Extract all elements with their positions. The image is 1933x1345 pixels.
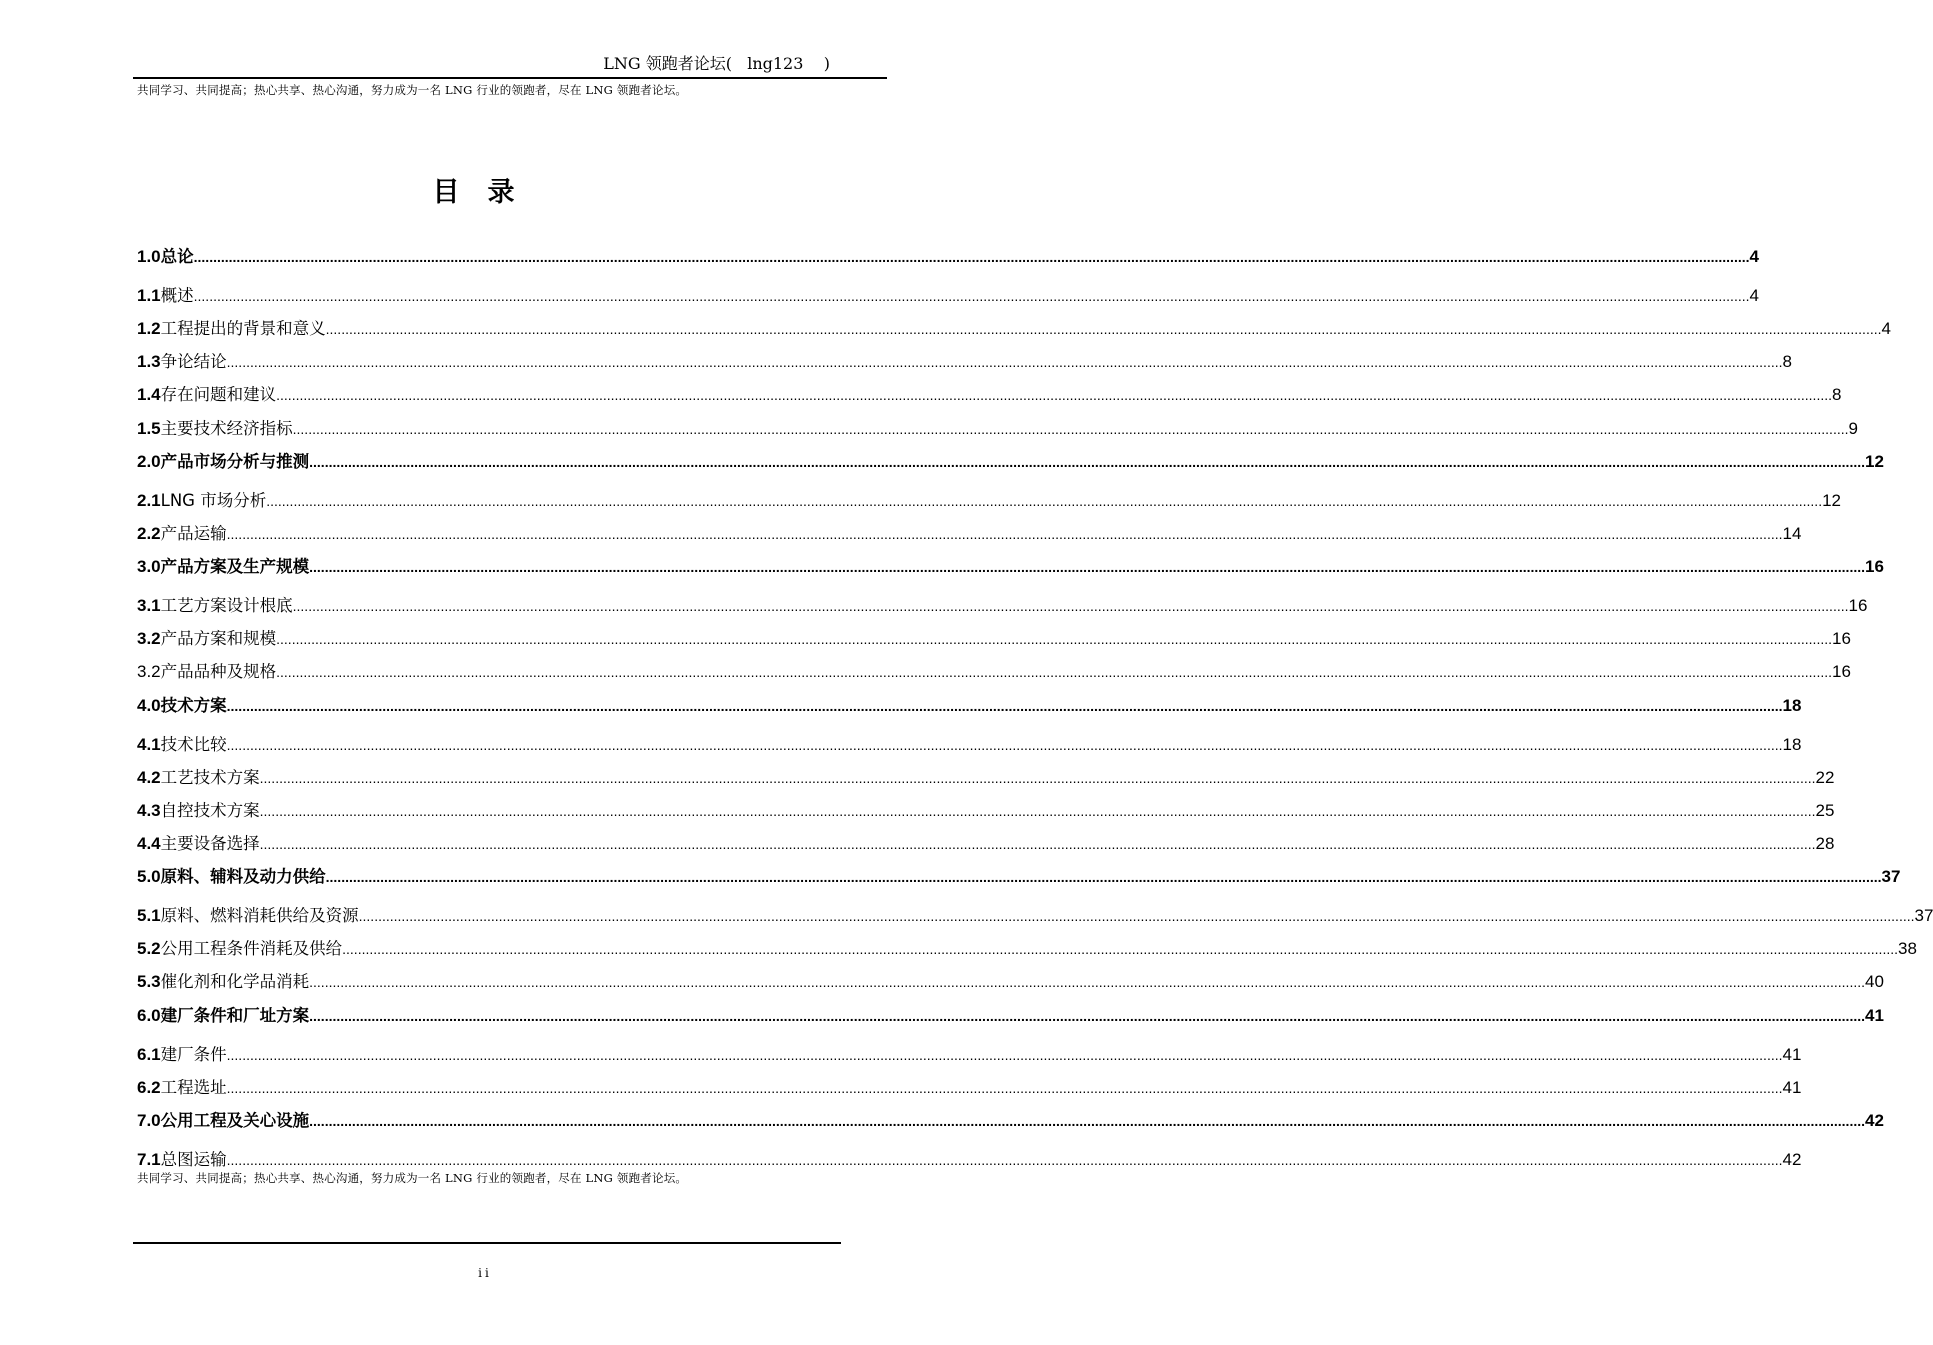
toc-entry-title: 产品市场分析与推测 (160, 452, 310, 471)
toc-entry-number: 6.0 (137, 1006, 161, 1025)
toc-entry-page: 41 (1865, 1006, 1884, 1025)
toc-entry-page: 18 (1782, 735, 1802, 754)
toc-entry-number: 1.0 (137, 247, 161, 266)
toc-entry[interactable] (137, 415, 1858, 438)
toc-entry-page: 4 (1881, 319, 1891, 338)
toc-entry-title: LNG 市场分析 (160, 491, 267, 510)
toc-entry-title: 公用工程及关心设施 (160, 1111, 310, 1130)
toc-entry-number: 4.0 (137, 696, 161, 715)
toc-dot-leader: ................................................................................................................................................................................................................................................................................................................................................................................................................ (193, 288, 1750, 304)
toc-entry-number: 2.0 (137, 452, 161, 471)
toc-entry[interactable] (137, 1002, 1884, 1025)
toc-dot-leader: ................................................................................................................................................................................................................................................................................................................................................................................................................ (259, 803, 1816, 819)
toc-entry-number: 3.0 (137, 557, 161, 576)
toc-entry-page: 37 (1914, 906, 1933, 925)
toc-entry-number: 3.2 (137, 629, 161, 648)
toc-dot-leader: ................................................................................................................................................................................................................................................................................................................................................................................................................ (309, 1008, 1865, 1024)
toc-entry-title: 争论结论 (160, 352, 227, 371)
toc-dot-leader: ................................................................................................................................................................................................................................................................................................................................................................................................................ (309, 1113, 1865, 1129)
toc-entry-title: 技术方案 (160, 696, 227, 715)
toc-entry-number: 4.2 (137, 768, 161, 787)
toc-entry-page: 18 (1782, 696, 1802, 715)
toc-entry-title: 自控技术方案 (160, 801, 260, 820)
toc-entry-page: 12 (1865, 452, 1884, 471)
toc-entry-page: 9 (1848, 419, 1858, 438)
toc-entry-number: 1.4 (137, 385, 161, 404)
toc-entry-page: 8 (1782, 352, 1792, 371)
toc-entry[interactable] (137, 282, 1759, 305)
toc-entry-number: 5.0 (137, 867, 161, 886)
toc-entry-title: 技术比较 (160, 735, 227, 754)
toc-entry-title: 主要设备选择 (160, 834, 260, 853)
toc-entry-number: 5.3 (137, 972, 161, 991)
toc-entry[interactable] (137, 935, 1917, 958)
toc-entry[interactable] (137, 658, 1851, 681)
toc-entry-number: 5.2 (137, 939, 161, 958)
toc-entry[interactable] (137, 448, 1884, 471)
toc-entry[interactable] (137, 243, 1759, 266)
toc-dot-leader: ................................................................................................................................................................................................................................................................................................................................................................................................................ (266, 493, 1823, 509)
toc-entry[interactable] (137, 348, 1792, 371)
toc-entry-number: 4.1 (137, 735, 161, 754)
toc-entry-number: 3.1 (137, 596, 161, 615)
toc-entry[interactable] (137, 487, 1841, 510)
toc-entry-title: 原料、燃料消耗供给及资源 (160, 906, 359, 925)
toc-dot-leader: ................................................................................................................................................................................................................................................................................................................................................................................................................ (226, 1080, 1783, 1096)
toc-entry-page: 16 (1848, 596, 1868, 615)
page-number: ii (478, 1266, 492, 1280)
toc-dot-leader: ................................................................................................................................................................................................................................................................................................................................................................................................................ (276, 387, 1832, 403)
toc-entry-title: 产品方案及生产规模 (160, 557, 310, 576)
toc-entry-page: 12 (1822, 491, 1841, 510)
toc-entry-title: 主要技术经济指标 (160, 419, 293, 438)
toc-entry-number: 5.1 (137, 906, 161, 925)
toc-entry-title: 产品品种及规格 (160, 662, 277, 681)
toc-entry-page: 42 (1865, 1111, 1884, 1130)
toc-dot-leader: ................................................................................................................................................................................................................................................................................................................................................................................................................ (226, 737, 1783, 753)
toc-entry[interactable] (137, 1146, 1802, 1169)
toc-entry-title: 总论 (160, 247, 194, 266)
toc-dot-leader: ................................................................................................................................................................................................................................................................................................................................................................................................................ (309, 559, 1865, 575)
toc-dot-leader: ................................................................................................................................................................................................................................................................................................................................................................................................................ (309, 454, 1865, 470)
toc-entry[interactable] (137, 764, 1835, 787)
toc-dot-leader: ................................................................................................................................................................................................................................................................................................................................................................................................................ (292, 598, 1849, 614)
toc-entry-title: 原料、辅料及动力供给 (160, 867, 326, 886)
toc-entry-number: 4.3 (137, 801, 161, 820)
toc-entry-page: 16 (1865, 557, 1884, 576)
toc-entry-page: 25 (1815, 801, 1835, 820)
toc-entry-number: 3.2 (137, 662, 161, 681)
toc-entry-page: 4 (1749, 247, 1759, 266)
toc-entry-page: 42 (1782, 1150, 1802, 1169)
toc-entry[interactable] (137, 381, 1842, 404)
toc-entry[interactable] (137, 1041, 1802, 1064)
toc-dot-leader: ................................................................................................................................................................................................................................................................................................................................................................................................................ (276, 631, 1832, 647)
toc-dot-leader: ................................................................................................................................................................................................................................................................................................................................................................................................................ (226, 1152, 1783, 1168)
toc-entry-page: 38 (1898, 939, 1917, 958)
toc-entry-number: 1.3 (137, 352, 161, 371)
toc-entry-title: 工程提出的背景和意义 (160, 319, 326, 338)
toc-entry-title: 建厂条件和厂址方案 (160, 1006, 310, 1025)
toc-entry-page: 37 (1881, 867, 1901, 886)
toc-entry-number: 2.1 (137, 491, 161, 510)
toc-entry-title: 公用工程条件消耗及供给 (160, 939, 343, 958)
header-motto: 共同学习、共同提高；热心共享、热心沟通，努力成为一名 LNG 行业的领跑者，尽在 LNG 领跑者论坛。 (137, 83, 688, 97)
toc-entry[interactable] (137, 968, 1884, 991)
toc-entry-page: 14 (1782, 524, 1802, 543)
toc-entry[interactable] (137, 731, 1802, 754)
header-rule (133, 77, 887, 79)
toc-entry-number: 6.1 (137, 1045, 161, 1064)
toc-dot-leader: ................................................................................................................................................................................................................................................................................................................................................................................................................ (325, 869, 1882, 885)
toc-entry-title: 概述 (160, 286, 194, 305)
toc-dot-leader: ................................................................................................................................................................................................................................................................................................................................................................................................................ (226, 526, 1783, 542)
toc-entry[interactable] (137, 692, 1802, 715)
toc-entry-page: 41 (1782, 1045, 1802, 1064)
toc-dot-leader: ................................................................................................................................................................................................................................................................................................................................................................................................................ (342, 941, 1898, 957)
toc-entry[interactable] (137, 625, 1851, 648)
toc-entry-page: 8 (1832, 385, 1842, 404)
toc-dot-leader: ................................................................................................................................................................................................................................................................................................................................................................................................................ (292, 421, 1849, 437)
toc-entry-page: 22 (1815, 768, 1835, 787)
toc-dot-leader: ................................................................................................................................................................................................................................................................................................................................................................................................................ (226, 354, 1783, 370)
toc-dot-leader: ................................................................................................................................................................................................................................................................................................................................................................................................................ (259, 770, 1816, 786)
toc-entry-page: 28 (1815, 834, 1835, 853)
toc-entry-title: 催化剂和化学品消耗 (160, 972, 310, 991)
toc-entry-number: 6.2 (137, 1078, 161, 1097)
toc-entry-title: 工艺方案设计根底 (160, 596, 293, 615)
toc-entry-number: 7.0 (137, 1111, 161, 1130)
toc-entry[interactable] (137, 553, 1884, 576)
toc-entry-number: 1.5 (137, 419, 161, 438)
toc-entry-page: 4 (1749, 286, 1759, 305)
toc-dot-leader: ................................................................................................................................................................................................................................................................................................................................................................................................................ (358, 908, 1915, 924)
toc-entry-title: 产品方案和规模 (160, 629, 277, 648)
toc-entry-number: 1.1 (137, 286, 161, 305)
toc-entry-page: 16 (1832, 629, 1851, 648)
toc-entry[interactable] (137, 1074, 1802, 1097)
toc-entry[interactable] (137, 1107, 1884, 1130)
footer-motto: 共同学习、共同提高；热心共享、热心沟通，努力成为一名 LNG 行业的领跑者，尽在 LNG 领跑者论坛。 (137, 1171, 688, 1185)
toc-entry-title: 存在问题和建议 (160, 385, 277, 404)
toc-entry-number: 1.2 (137, 319, 161, 338)
header-title: LNG 领跑者论坛( lng123 ) (603, 54, 830, 73)
toc-entry[interactable] (137, 797, 1835, 820)
toc-entry-number: 7.1 (137, 1150, 161, 1169)
toc-entry-title: 工艺技术方案 (160, 768, 260, 787)
toc-dot-leader: ................................................................................................................................................................................................................................................................................................................................................................................................................ (226, 698, 1783, 714)
toc-entry[interactable] (137, 315, 1891, 338)
toc-entry-title: 工程选址 (160, 1078, 227, 1097)
toc-entry[interactable] (137, 902, 1933, 925)
toc-entry[interactable] (137, 592, 1868, 615)
toc-entry-page: 16 (1832, 662, 1851, 681)
toc-entry-title: 总图运输 (160, 1150, 227, 1169)
toc-entry-page: 40 (1865, 972, 1884, 991)
toc-entry-title: 产品运输 (160, 524, 227, 543)
toc-entry-number: 2.2 (137, 524, 161, 543)
toc-entry-title: 建厂条件 (160, 1045, 227, 1064)
toc-dot-leader: ................................................................................................................................................................................................................................................................................................................................................................................................................ (259, 836, 1816, 852)
toc-heading: 目录 (432, 177, 543, 208)
footer-rule (133, 1242, 841, 1244)
toc-dot-leader: ................................................................................................................................................................................................................................................................................................................................................................................................................ (193, 249, 1750, 265)
toc-entry[interactable] (137, 830, 1835, 853)
toc-entry-number: 4.4 (137, 834, 161, 853)
toc-entry[interactable] (137, 863, 1901, 886)
toc-dot-leader: ................................................................................................................................................................................................................................................................................................................................................................................................................ (276, 664, 1832, 680)
toc-dot-leader: ................................................................................................................................................................................................................................................................................................................................................................................................................ (226, 1047, 1783, 1063)
toc-entry[interactable] (137, 520, 1802, 543)
toc-dot-leader: ................................................................................................................................................................................................................................................................................................................................................................................................................ (309, 974, 1865, 990)
toc-dot-leader: ................................................................................................................................................................................................................................................................................................................................................................................................................ (325, 321, 1882, 337)
toc-entry-page: 41 (1782, 1078, 1802, 1097)
